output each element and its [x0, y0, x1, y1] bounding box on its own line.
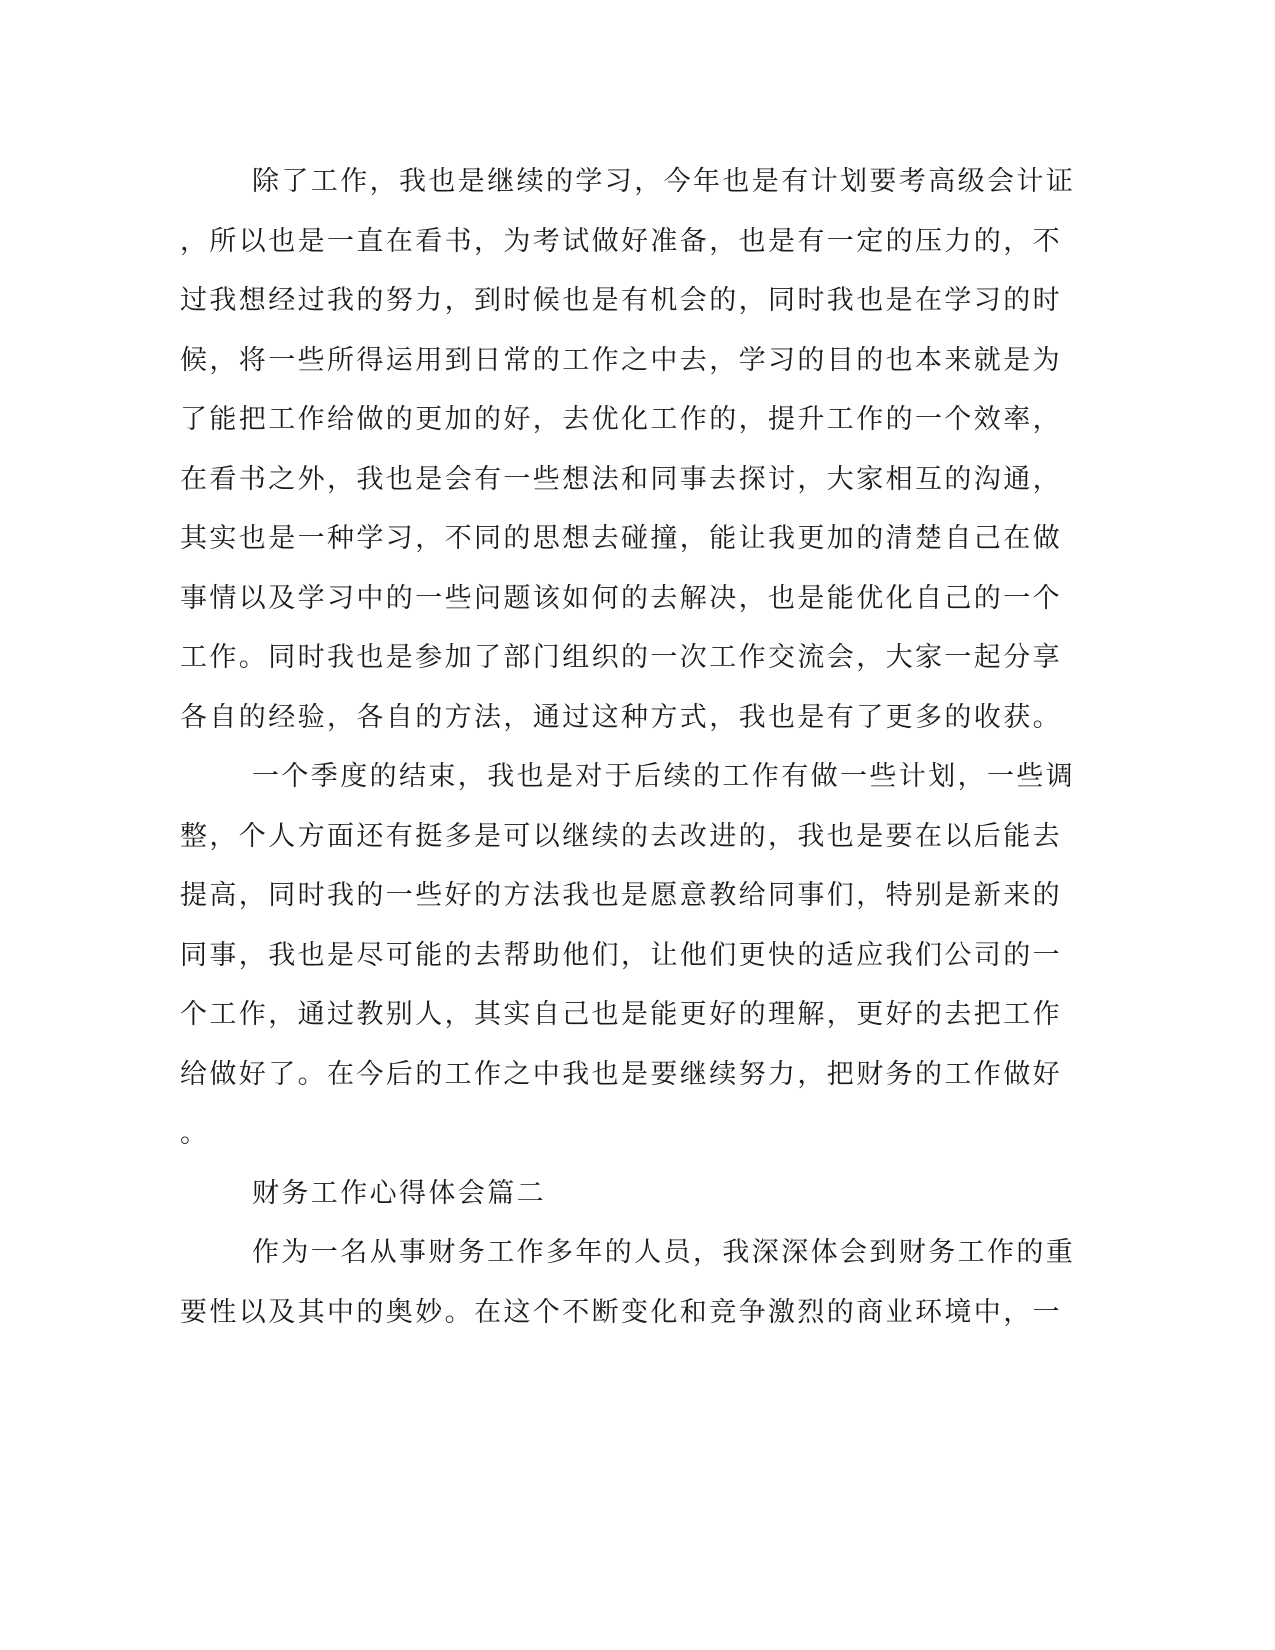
paragraph-1-line-3: 过我想经过我的努力，到时候也是有机会的，同时我也是在学习的时	[180, 285, 1062, 316]
paragraph-2-line-1: 一个季度的结束，我也是对于后续的工作有做一些计划，一些调	[252, 761, 1076, 792]
paragraph-2-line-7: 。	[180, 1118, 210, 1149]
paragraph-3-line-2: 要性以及其中的奥妙。在这个不断变化和竞争激烈的商业环境中，一	[180, 1296, 1062, 1328]
section-heading: 财务工作心得体会篇二	[252, 1177, 546, 1209]
paragraph-1-line-10: 各自的经验，各自的方法，通过这种方式，我也是有了更多的收获。	[180, 701, 1062, 733]
paragraph-3-line-1: 作为一名从事财务工作多年的人员，我深深体会到财务工作的重	[252, 1237, 1076, 1268]
paragraph-1-line-7: 其实也是一种学习，不同的思想去碰撞，能让我更加的清楚自己在做	[180, 523, 1062, 554]
paragraph-1-line-2: ，所以也是一直在看书，为考试做好准备，也是有一定的压力的，不	[180, 225, 1062, 257]
paragraph-2-line-5: 个工作，通过教别人，其实自己也是能更好的理解，更好的去把工作	[180, 999, 1062, 1030]
paragraph-2-line-4: 同事，我也是尽可能的去帮助他们，让他们更快的适应我们公司的一	[180, 939, 1062, 971]
paragraph-1-line-1: 除了工作，我也是继续的学习，今年也是有计划要考高级会计证	[252, 166, 1076, 197]
paragraph-2-line-2: 整，个人方面还有挺多是可以继续的去改进的，我也是要在以后能去	[180, 820, 1062, 852]
document-body	[180, 152, 1076, 1342]
paragraph-1-line-5: 了能把工作给做的更加的好，去优化工作的，提升工作的一个效率，	[180, 404, 1062, 435]
paragraph-1-line-9: 工作。同时我也是参加了部门组织的一次工作交流会，大家一起分享	[180, 642, 1062, 673]
paragraph-2-line-3: 提高，同时我的一些好的方法我也是愿意教给同事们，特别是新来的	[180, 880, 1062, 911]
paragraph-2-line-6: 给做好了。在今后的工作之中我也是要继续努力，把财务的工作做好	[180, 1058, 1062, 1090]
paragraph-1-line-8: 事情以及学习中的一些问题该如何的去解决，也是能优化自己的一个	[180, 582, 1062, 614]
paragraph-1-line-6: 在看书之外，我也是会有一些想法和同事去探讨，大家相互的沟通，	[180, 463, 1062, 495]
paragraph-1-line-4: 候，将一些所得运用到日常的工作之中去，学习的目的也本来就是为	[180, 344, 1062, 376]
